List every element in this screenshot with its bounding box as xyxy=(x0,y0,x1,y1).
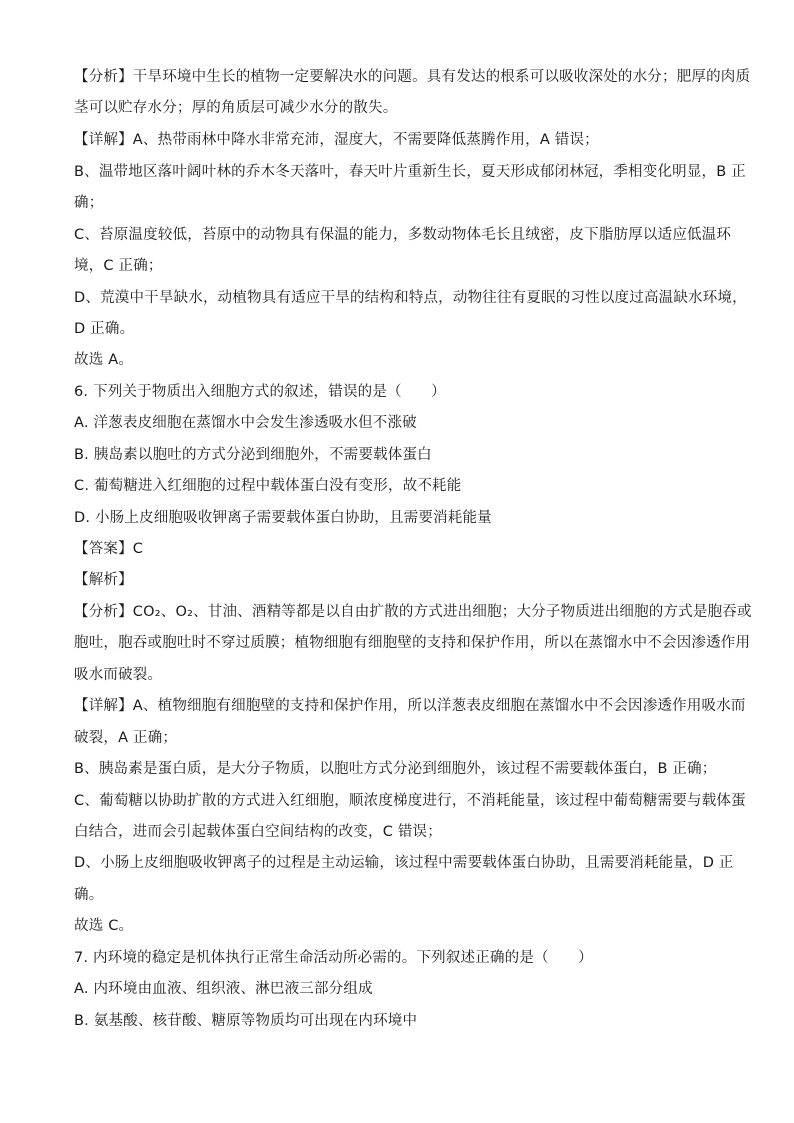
detail-paragraph-line: 破裂，A 正确； xyxy=(74,730,178,746)
detail-paragraph-line: 【详解】A、热带雨林中降水非常充沛，湿度大，不需要降低蒸腾作用，A 错误； xyxy=(74,132,599,148)
question-6-option-b: B. 胰岛素以胞吐的方式分泌到细胞外，不需要载体蛋白 xyxy=(74,447,432,463)
conclusion-line: 故选 C。 xyxy=(74,918,134,934)
question-6-stem: 6. 下列关于物质出入细胞方式的叙述，错误的是（ ） xyxy=(74,384,446,400)
detail-paragraph-line: 【详解】A、植物细胞有细胞壁的支持和保护作用，所以洋葱表皮细胞在蒸馏水中不会因渗透作用吸水而 xyxy=(74,698,746,714)
conclusion-line: 故选 A。 xyxy=(74,352,134,368)
detail-paragraph-line: B、胰岛素是蛋白质，是大分子物质，以胞吐方式分泌到细胞外，该过程不需要载体蛋白，B 正确； xyxy=(74,761,717,777)
detail-paragraph-line: 确； xyxy=(74,195,104,211)
detail-paragraph-line: 境，C 正确； xyxy=(74,258,163,274)
detail-paragraph-line: 确。 xyxy=(74,887,104,903)
question-7-stem: 7. 内环境的稳定是机体执行正常生命活动所必需的。下列叙述正确的是（ ） xyxy=(74,950,593,966)
analysis-paragraph-line: 茎可以贮存水分；厚的角质层可减少水分的散失。 xyxy=(74,100,398,116)
explanation-heading: 【解析】 xyxy=(74,572,133,588)
detail-paragraph-line: C、苔原温度较低，苔原中的动物具有保温的能力，多数动物体毛长且绒密，皮下脂肪厚以适应低温环 xyxy=(74,227,732,243)
analysis-paragraph-line: 【分析】CO₂、O₂、甘油、酒精等都是以自由扩散的方式进出细胞；大分子物质进出细胞的方式是胞吞或 xyxy=(74,604,752,620)
question-6-option-c: C. 葡萄糖进入红细胞的过程中载体蛋白没有变形，故不耗能 xyxy=(74,478,462,494)
question-6-option-a: A. 洋葱表皮细胞在蒸馏水中会发生渗透吸水但不涨破 xyxy=(74,415,417,431)
detail-paragraph-line: B、温带地区落叶阔叶林的乔木冬天落叶，春天叶片重新生长，夏天形成郁闭林冠，季相变化明显，B 正 xyxy=(74,164,746,180)
detail-paragraph-line: D 正确。 xyxy=(74,321,135,337)
detail-paragraph-line: D、小肠上皮细胞吸收钾离子的过程是主动运输，该过程中需要载体蛋白协助，且需要消耗能量，D 正 xyxy=(74,855,734,871)
question-7-option-a: A. 内环境由血液、组织液、淋巴液三部分组成 xyxy=(74,981,373,997)
analysis-paragraph-line: 吸水而破裂。 xyxy=(74,667,163,683)
analysis-paragraph-line: 胞吐，胞吞或胞吐时不穿过质膜；植物细胞有细胞壁的支持和保护作用，所以在蒸馏水中不会因渗透作用 xyxy=(74,635,751,651)
answer-line: 【答案】C xyxy=(74,541,144,557)
question-6-option-d: D. 小肠上皮细胞吸收钾离子需要载体蛋白协助，且需要消耗能量 xyxy=(74,510,492,526)
analysis-paragraph-line: 【分析】干旱环境中生长的植物一定要解决水的问题。具有发达的根系可以吸收深处的水分；肥厚的肉质 xyxy=(74,69,751,85)
detail-paragraph-line: C、葡萄糖以协助扩散的方式进入红细胞，顺浓度梯度进行，不消耗能量，该过程中葡萄糖需要与载体蛋 xyxy=(74,793,746,809)
question-7-option-b: B. 氨基酸、核苷酸、糖原等物质均可出现在内环境中 xyxy=(74,1013,418,1029)
detail-paragraph-line: 白结合，进而会引起载体蛋白空间结构的改变，C 错误； xyxy=(74,824,442,840)
detail-paragraph-line: D、荒漠中干旱缺水，动植物具有适应干旱的结构和特点，动物往往有夏眠的习性以度过高温缺水环境， xyxy=(74,290,747,306)
